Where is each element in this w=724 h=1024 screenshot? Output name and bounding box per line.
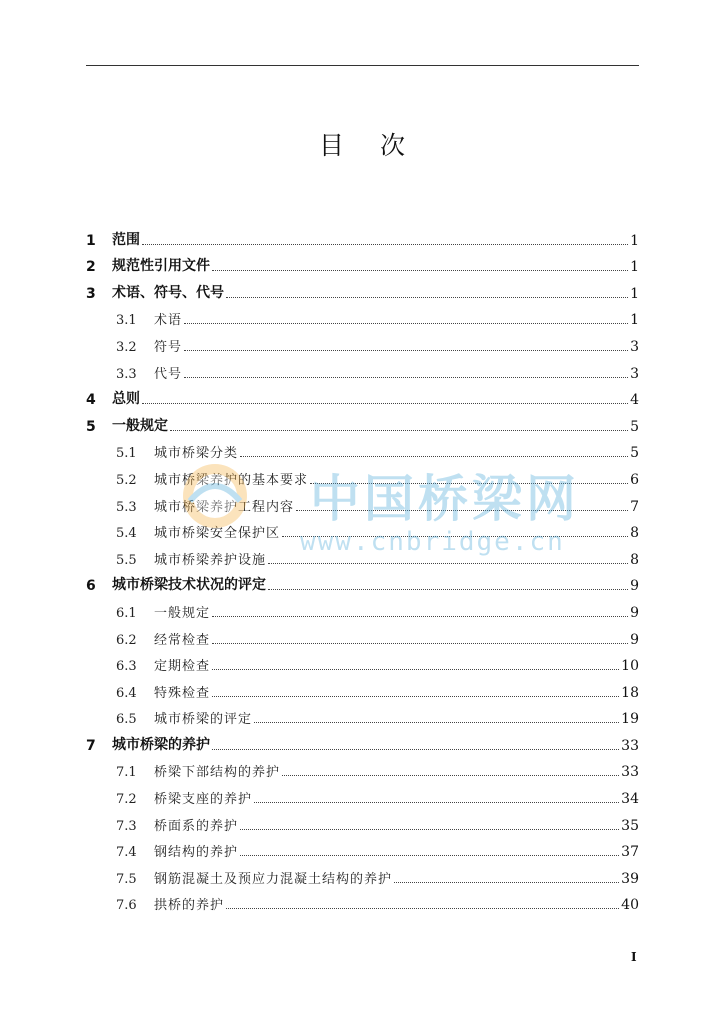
toc-entry-label: 城市桥梁分类: [154, 446, 239, 462]
toc-entry-number: 5.2: [116, 472, 137, 488]
toc-dot-leader: [142, 243, 628, 245]
toc-dot-leader: [240, 455, 628, 457]
toc-dot-leader: [212, 642, 628, 644]
toc-entry-label: 桥梁支座的养护: [154, 792, 253, 808]
toc-entry-label: 城市桥梁养护工程内容: [154, 499, 295, 515]
toc-entry-label: 钢结构的养护: [154, 845, 239, 861]
toc-entry-number: 7.2: [116, 792, 137, 808]
toc-dot-leader: [240, 854, 619, 856]
toc-entry-label: 城市桥梁的养护: [112, 736, 210, 753]
toc-entry-label: 钢筋混凝土及预应力混凝土结构的养护: [154, 871, 393, 887]
toc-entry[interactable]: [86, 594, 639, 621]
toc-entry-label: 规范性引用文件: [112, 258, 210, 275]
toc-entry-number: 5: [86, 418, 96, 435]
toc-entry-label: 符号: [154, 339, 183, 355]
toc-entry-page: 5: [630, 418, 639, 435]
toc-entry-number: 5.4: [116, 526, 137, 542]
toc-entry-page: 8: [630, 551, 639, 568]
toc-entry-number: 7: [86, 737, 96, 754]
toc-entry[interactable]: [86, 222, 639, 249]
toc-dot-leader: [226, 907, 619, 909]
toc-dot-leader: [254, 721, 619, 723]
toc-entry-number: 6.1: [116, 605, 137, 621]
toc-entry[interactable]: [86, 834, 639, 861]
toc-entry-label: 代号: [154, 366, 183, 382]
toc-entry-page: 7: [630, 498, 639, 515]
toc-entry-label: 城市桥梁技术状况的评定: [112, 577, 266, 594]
toc-dot-leader: [268, 588, 628, 590]
toc-dot-leader: [170, 429, 628, 431]
toc-entry[interactable]: [86, 435, 639, 462]
toc-entry-number: 7.1: [116, 765, 137, 781]
toc-entry-number: 7.3: [116, 818, 137, 834]
toc-entry-number: 6.5: [116, 712, 137, 728]
toc-entry-page: 35: [621, 817, 639, 834]
toc-entry-label: 城市桥梁安全保护区: [154, 526, 281, 542]
toc-entry-number: 5.5: [116, 552, 137, 568]
toc-dot-leader: [212, 269, 628, 271]
toc-entry-label: 城市桥梁养护设施: [154, 552, 267, 568]
toc-entry[interactable]: [86, 488, 639, 515]
toc-entry-number: 6.3: [116, 659, 137, 675]
toc-entry-number: 3.1: [116, 313, 137, 329]
toc-entry-number: 5.1: [116, 446, 137, 462]
toc-entry-label: 桥面系的养护: [154, 818, 239, 834]
toc-entry-label: 范围: [112, 231, 140, 248]
toc-dot-leader: [184, 349, 628, 351]
toc-dot-leader: [212, 695, 619, 697]
toc-entry[interactable]: [86, 701, 639, 728]
toc-entry-number: 6: [86, 578, 96, 595]
toc-dot-leader: [268, 562, 628, 564]
toc-entry-label: 一般规定: [112, 417, 168, 434]
toc-entry-page: 39: [621, 870, 639, 887]
toc-entry-page: 10: [621, 658, 639, 675]
toc-entry-number: 7.6: [116, 898, 137, 914]
page-title: 目 次: [319, 131, 419, 160]
toc-entry-page: 3: [630, 338, 639, 355]
toc-dot-leader: [226, 296, 628, 298]
toc-entry-page: 9: [630, 604, 639, 621]
toc-entry-label: 术语: [154, 313, 183, 329]
toc-entry[interactable]: [86, 648, 639, 675]
toc-entry[interactable]: [86, 461, 639, 488]
toc-entry[interactable]: [86, 754, 639, 781]
toc-dot-leader: [212, 615, 628, 617]
toc-entry[interactable]: [86, 674, 639, 701]
toc-entry-label: 特殊检查: [154, 685, 211, 701]
toc-entry-page: 5: [630, 445, 639, 462]
toc-entry-number: 4: [86, 392, 96, 409]
toc-entry[interactable]: [86, 408, 639, 435]
toc-dot-leader: [240, 828, 619, 830]
toc-entry[interactable]: [86, 887, 639, 914]
toc-entry-number: 6.2: [116, 632, 137, 648]
toc-entry-number: 3.2: [116, 339, 137, 355]
toc-entry[interactable]: [86, 727, 639, 754]
watermark-title: 中国桥梁网: [310, 470, 580, 528]
toc-entry[interactable]: [86, 807, 639, 834]
toc-entry[interactable]: [86, 275, 639, 302]
header-rule: [86, 65, 639, 66]
toc-dot-leader: [254, 801, 619, 803]
toc-entry-page: 33: [621, 737, 639, 754]
toc-dot-leader: [282, 774, 619, 776]
toc-entry[interactable]: [86, 355, 639, 382]
toc-entry[interactable]: [86, 382, 639, 409]
toc-entry-label: 城市桥梁的评定: [154, 712, 253, 728]
toc-entry[interactable]: [86, 621, 639, 648]
toc-entry-page: 1: [630, 259, 639, 276]
toc-entry-page: 4: [630, 392, 639, 409]
toc-entry-page: 33: [621, 764, 639, 781]
toc-entry-page: 40: [621, 897, 639, 914]
toc-entry-number: 7.5: [116, 871, 137, 887]
toc-entry-number: 2: [86, 259, 96, 276]
watermark-url: www.cnbridge.cn: [300, 527, 565, 557]
toc-entry-label: 桥梁下部结构的养护: [154, 765, 281, 781]
table-of-contents: [86, 222, 639, 913]
toc-entry[interactable]: [86, 780, 639, 807]
toc-entry-page: 34: [621, 791, 639, 808]
toc-entry-number: 6.4: [116, 685, 137, 701]
toc-entry-page: 3: [630, 365, 639, 382]
toc-entry-label: 术语、符号、代号: [112, 284, 224, 301]
toc-entry-number: 3.3: [116, 366, 137, 382]
toc-entry-number: 7.4: [116, 845, 137, 861]
toc-entry-label: 定期检查: [154, 659, 211, 675]
toc-entry-page: 9: [630, 578, 639, 595]
toc-dot-leader: [184, 376, 628, 378]
toc-entry-page: 9: [630, 631, 639, 648]
toc-dot-leader: [184, 322, 628, 324]
toc-entry[interactable]: [86, 249, 639, 276]
page-number: I: [631, 950, 637, 964]
toc-entry-page: 1: [630, 285, 639, 302]
toc-dot-leader: [142, 402, 628, 404]
toc-entry-label: 城市桥梁养护的基本要求: [154, 472, 309, 488]
toc-entry-number: 3: [86, 285, 96, 302]
toc-entry-page: 37: [621, 844, 639, 861]
toc-entry-label: 一般规定: [154, 605, 211, 621]
toc-entry-number: 1: [86, 232, 96, 249]
toc-dot-leader: [310, 482, 628, 484]
toc-entry-page: 8: [630, 525, 639, 542]
toc-entry[interactable]: [86, 860, 639, 887]
toc-entry-label: 经常检查: [154, 632, 211, 648]
toc-dot-leader: [212, 748, 619, 750]
toc-entry-page: 1: [630, 312, 639, 329]
toc-dot-leader: [282, 535, 628, 537]
toc-entry-label: 总则: [112, 391, 140, 408]
toc-entry-page: 6: [630, 471, 639, 488]
toc-entry[interactable]: [86, 568, 639, 595]
toc-dot-leader: [296, 509, 628, 511]
toc-entry[interactable]: [86, 302, 639, 329]
toc-entry[interactable]: [86, 541, 639, 568]
toc-entry-label: 拱桥的养护: [154, 898, 225, 914]
toc-entry[interactable]: [86, 328, 639, 355]
toc-dot-leader: [394, 881, 619, 883]
toc-entry-page: 18: [621, 684, 639, 701]
toc-entry-page: 19: [621, 711, 639, 728]
toc-entry[interactable]: [86, 515, 639, 542]
toc-entry-number: 5.3: [116, 499, 137, 515]
toc-dot-leader: [212, 668, 619, 670]
toc-entry-page: 1: [630, 232, 639, 249]
